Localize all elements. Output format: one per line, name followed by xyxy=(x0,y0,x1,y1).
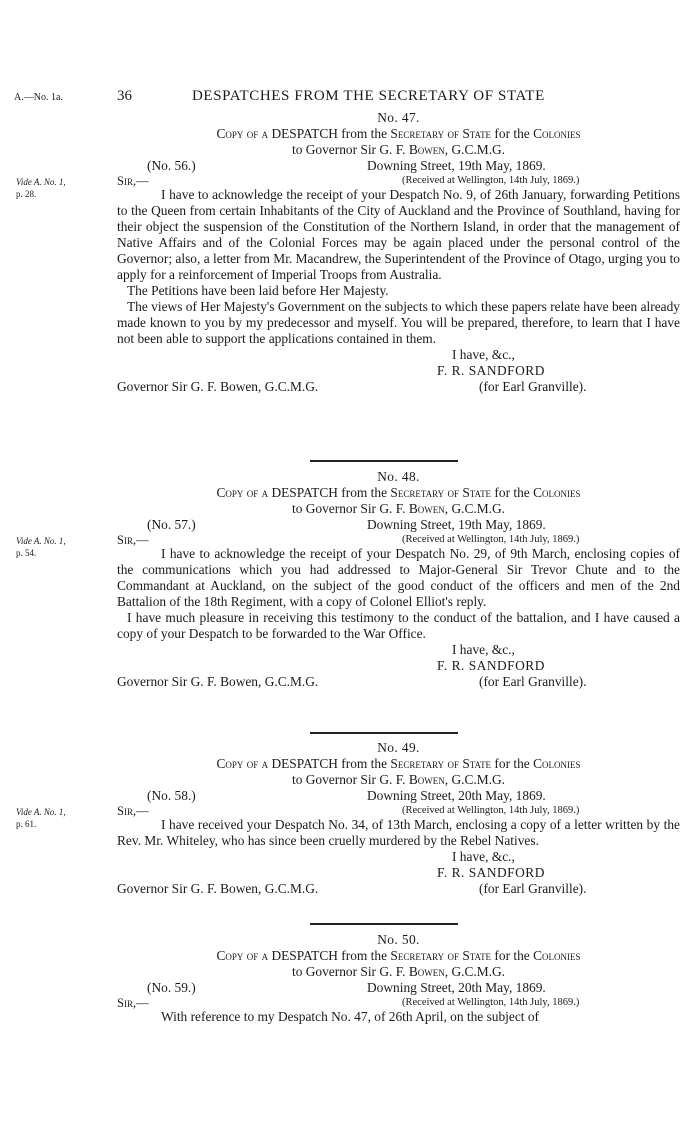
despatch-number: No. 48. xyxy=(377,469,420,484)
received-note: (Received at Wellington, 14th July, 1869.) xyxy=(402,534,580,545)
addressee-line xyxy=(117,142,680,158)
addressee-line xyxy=(117,501,680,517)
from-word: from the xyxy=(341,948,388,963)
salutation: Sir,— xyxy=(117,804,149,818)
to-name: Bowen xyxy=(408,772,445,787)
addressee: Governor Sir G. F. Bowen, G.C.M.G. xyxy=(117,674,319,689)
margin-page: p. 28. xyxy=(16,189,37,199)
copy-prefix: Copy of a xyxy=(216,756,269,771)
to-line: to Governor Sir G. F. xyxy=(291,772,409,787)
for-colonies: Colonies xyxy=(533,485,581,500)
to-end: , G.C.M.G. xyxy=(444,142,506,157)
despatch-49 xyxy=(117,740,680,897)
signature-row xyxy=(117,363,680,379)
addressee-row xyxy=(117,881,680,897)
closing: I have, &c., xyxy=(452,642,515,657)
to-line: to Governor Sir G. F. xyxy=(291,964,409,979)
for-word: for the xyxy=(494,756,530,771)
despatch-word: DESPATCH xyxy=(271,126,338,141)
for-colonies: Colonies xyxy=(533,126,581,141)
addressee-row xyxy=(117,379,680,395)
despatch-48 xyxy=(117,469,680,690)
page-number: 36 xyxy=(117,88,132,104)
copy-prefix: Copy of a xyxy=(216,485,269,500)
to-end: , G.C.M.G. xyxy=(444,501,506,516)
margin-vide: Vide A. No. 1, xyxy=(16,177,66,187)
for-colonies: Colonies xyxy=(533,948,581,963)
margin-page: p. 61. xyxy=(16,819,37,829)
addressee: Governor Sir G. F. Bowen, G.C.M.G. xyxy=(117,379,319,394)
addressee-line xyxy=(117,772,680,788)
body-paragraph: The Petitions have been laid before Her Majesty. xyxy=(127,283,389,298)
despatch-heading xyxy=(117,948,680,964)
received-note: (Received at Wellington, 14th July, 1869.) xyxy=(402,175,580,186)
salutation: Sir,— xyxy=(117,996,149,1010)
addressee-row xyxy=(117,674,680,690)
to-end: , G.C.M.G. xyxy=(444,772,506,787)
body-paragraph: I have received your Despatch No. 34, of 13th March, enclosing a copy of a letter written by the Rev. Mr. Whiteley, who has since been cruelly murdered by the Rebel Natives. xyxy=(117,817,680,848)
margin-vide: Vide A. No. 1, xyxy=(16,807,66,817)
signature-row xyxy=(117,865,680,881)
for-word: for the xyxy=(494,126,530,141)
salutation: Sir,— xyxy=(117,174,149,188)
separator-rule xyxy=(310,923,458,925)
addressee-line xyxy=(117,964,680,980)
from-office: Secretary of State xyxy=(390,126,492,141)
to-end: , G.C.M.G. xyxy=(444,964,506,979)
despatch-heading xyxy=(117,485,680,501)
body-paragraph: I have much pleasure in receiving this testimony to the conduct of the battalion, and I have caused a copy of your Despatch to be forwarded to the War Office. xyxy=(117,610,680,641)
despatch-ref-no: (No. 58.) xyxy=(147,788,196,803)
to-line: to Governor Sir G. F. xyxy=(291,142,409,157)
place-date: Downing Street, 19th May, 1869. xyxy=(367,158,546,173)
salutation-row xyxy=(117,996,680,1009)
ref-date-row xyxy=(117,158,680,174)
to-name: Bowen xyxy=(408,501,445,516)
despatch-number: No. 49. xyxy=(377,740,420,755)
salutation-row xyxy=(117,533,680,546)
signature: F. R. SANDFORD xyxy=(437,658,545,673)
for-colonies: Colonies xyxy=(533,756,581,771)
received-note: (Received at Wellington, 14th July, 1869.) xyxy=(402,997,580,1008)
despatch-50 xyxy=(117,932,680,1025)
ref-date-row xyxy=(117,517,680,533)
body-paragraph: With reference to my Despatch No. 47, of 26th April, on the subject of xyxy=(161,1009,540,1024)
place-date: Downing Street, 20th May, 1869. xyxy=(367,788,546,803)
from-word: from the xyxy=(341,126,388,141)
for-whom: (for Earl Granville). xyxy=(479,674,587,689)
ref-date-row xyxy=(117,788,680,804)
despatch-word: DESPATCH xyxy=(271,948,338,963)
place-date: Downing Street, 19th May, 1869. xyxy=(367,517,546,532)
margin-vide: Vide A. No. 1, xyxy=(16,536,66,546)
despatch-number: No. 47. xyxy=(377,110,420,125)
running-header xyxy=(0,88,700,108)
body-paragraph: The views of Her Majesty's Government on the subjects to which these papers relate have been already made known to you by my predecessor and myself. You will be prepared, therefore, to learn that I have not been able to support the applications contained in them. xyxy=(117,299,680,346)
closing: I have, &c., xyxy=(452,849,515,864)
closing-row xyxy=(117,849,680,865)
salutation: Sir,— xyxy=(117,533,149,547)
received-note: (Received at Wellington, 14th July, 1869.) xyxy=(402,805,580,816)
to-name: Bowen xyxy=(408,964,445,979)
margin-note-48 xyxy=(16,535,66,559)
margin-note-47 xyxy=(16,176,66,200)
copy-prefix: Copy of a xyxy=(216,126,269,141)
salutation-row xyxy=(117,174,680,187)
despatch-number: No. 50. xyxy=(377,932,420,947)
closing-row xyxy=(117,642,680,658)
salutation-row xyxy=(117,804,680,817)
to-name: Bowen xyxy=(408,142,445,157)
for-whom: (for Earl Granville). xyxy=(479,379,587,394)
despatch-word: DESPATCH xyxy=(271,485,338,500)
despatch-word: DESPATCH xyxy=(271,756,338,771)
despatch-heading xyxy=(117,756,680,772)
copy-prefix: Copy of a xyxy=(216,948,269,963)
closing-row xyxy=(117,347,680,363)
running-title: DESPATCHES FROM THE SECRETARY OF STATE xyxy=(192,88,545,104)
body-paragraph: I have to acknowledge the receipt of your Despatch No. 29, of 9th March, enclosing copies of the communications which you had addressed to Major-General Sir Trevor Chute and to the Commandant at Auckland, on the subject of the good conduct of the officers and men of the 2nd Battalion of the 18th Regiment, with a copy of Colonel Elliot's reply. xyxy=(117,546,680,609)
for-word: for the xyxy=(494,485,530,500)
from-office: Secretary of State xyxy=(390,485,492,500)
addressee: Governor Sir G. F. Bowen, G.C.M.G. xyxy=(117,881,319,896)
document-reference: A.—No. 1a. xyxy=(14,92,63,103)
margin-page: p. 54. xyxy=(16,548,37,558)
from-office: Secretary of State xyxy=(390,948,492,963)
despatch-ref-no: (No. 56.) xyxy=(147,158,196,173)
separator-rule xyxy=(310,732,458,734)
for-whom: (for Earl Granville). xyxy=(479,881,587,896)
to-line: to Governor Sir G. F. xyxy=(291,501,409,516)
from-word: from the xyxy=(341,485,388,500)
despatch-ref-no: (No. 59.) xyxy=(147,980,196,995)
place-date: Downing Street, 20th May, 1869. xyxy=(367,980,546,995)
from-office: Secretary of State xyxy=(390,756,492,771)
from-word: from the xyxy=(341,756,388,771)
despatch-ref-no: (No. 57.) xyxy=(147,517,196,532)
signature-row xyxy=(117,658,680,674)
separator-rule xyxy=(310,460,458,462)
body-paragraph: I have to acknowledge the receipt of your Despatch No. 9, of 26th January, forwarding Petitions to the Queen from certain Inhabitants of the City of Auckland and the Province of Southland, having for their object the suspension of the Constitution of the Northern Island, in order that the management of Native Affairs and of the Colonial Forces may be again placed under the personal control of the Governor; also, a letter from Mr. Macandrew, the Superintendent of the Province of Otago, urging you to apply for a reinforcement of Imperial Troops from Australia. xyxy=(117,187,680,282)
closing: I have, &c., xyxy=(452,347,515,362)
despatch-heading xyxy=(117,126,680,142)
for-word: for the xyxy=(494,948,530,963)
ref-date-row xyxy=(117,980,680,996)
signature: F. R. SANDFORD xyxy=(437,363,545,378)
despatch-47 xyxy=(117,110,680,395)
margin-note-49 xyxy=(16,806,66,830)
signature: F. R. SANDFORD xyxy=(437,865,545,880)
